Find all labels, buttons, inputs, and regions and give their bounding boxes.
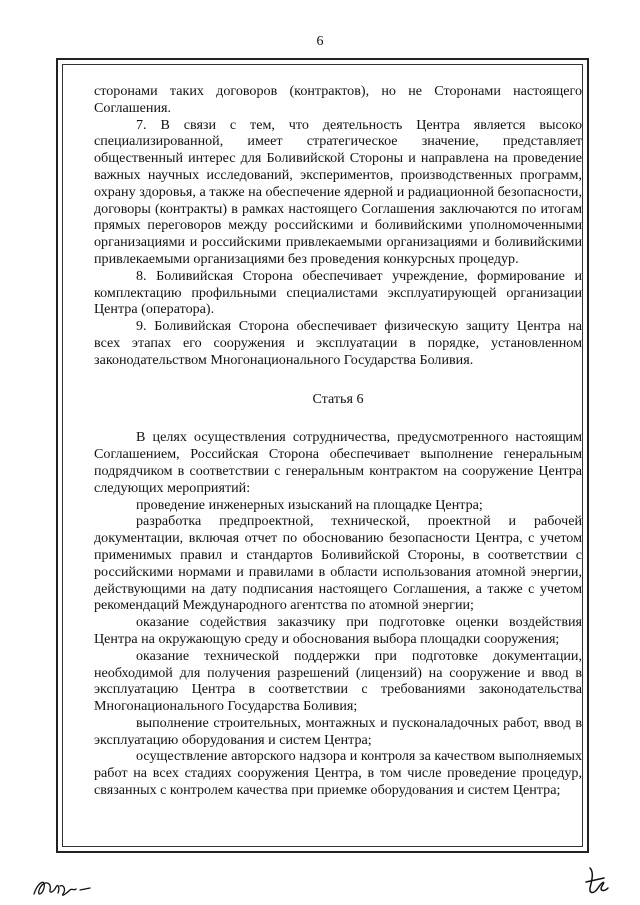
article-item-surveys: проведение инженерных изысканий на площадке Центра; (136, 496, 483, 513)
paragraph-continuation: сторонами таких договоров (контрактов), но не Сторонами настоящего Соглашения. (94, 83, 582, 116)
initials-signature-left (30, 872, 100, 902)
article-item-supervision: осуществление авторского надзора и контроля за качеством выполняемых работ на всех стадиях сооружения Центра, в том числе проведение процедур, связанных с контролем качества при приемке оборудования и систем Центра; (94, 748, 582, 799)
document-body (94, 83, 582, 799)
initials-signature-right (580, 864, 616, 900)
paragraph-clause-9: 9. Боливийская Сторона обеспечивает физическую защиту Центра на всех этапах его сооружения и эксплуатации в порядке, установленном законодательством Многонационального Государства Боливия. (94, 318, 582, 368)
article-item-technical-support: оказание технической поддержки при подготовке документации, необходимой для получения разрешений (лицензий) на сооружение и ввод в эксплуатацию Центра в соответствии с требованиями законодательства Многонационального Государства Боливия; (94, 647, 582, 715)
article-item-documentation: разработка предпроектной, технической, проектной и рабочей документации, включая отчет по обоснованию безопасности Центра, с учетом применимых правил и стандартов Боливийской Стороны, в соответствии с российскими нормами и правилами в области использования атомной энергии, действующими на дату подписания настоящего Соглашения, а также с учетом рекомендаций Международного агентства по атомной энергии; (94, 513, 582, 614)
article-intro-paragraph: В целях осуществления сотрудничества, предусмотренного настоящим Соглашением, Российская Сторона обеспечивает выполнение генеральным подрядчиком в соответствии с генеральным контрактом на сооружение Центра следующих мероприятий: (94, 429, 582, 496)
article-item-environmental-assessment: оказание содействия заказчику при подготовке оценки воздействия Центра на окружающую среду и обоснования выбора площадки сооружения; (94, 614, 582, 647)
article-item-construction-works: выполнение строительных, монтажных и пусконаладочных работ, ввод в эксплуатацию оборудования и систем Центра; (94, 714, 582, 748)
paragraph-clause-8: 8. Боливийская Сторона обеспечивает учреждение, формирование и комплектацию профильными специалистами эксплуатирующей организации Центра (оператора). (94, 267, 582, 318)
page-number: 6 (316, 34, 324, 49)
article-heading: Статья 6 (312, 390, 364, 407)
paragraph-clause-7: 7. В связи с тем, что деятельность Центра является высоко специализированной, имеет стратегическое значение, представляет общественный интерес для Боливийской Стороны и направлена на проведение важных научных исследований, экспериментов, производственных программ, охрану здоровья, а также на обеспечение ядерной и радиационной безопасности, договоры (контракты) в рамках настоящего Соглашения заключаются по итогам прямых переговоров между российскими и боливийскими уполномоченными организациями и российскими привлекаемыми организациями и боливийскими привлекаемыми организациями без проведения конкурсных процедур. (94, 116, 582, 267)
